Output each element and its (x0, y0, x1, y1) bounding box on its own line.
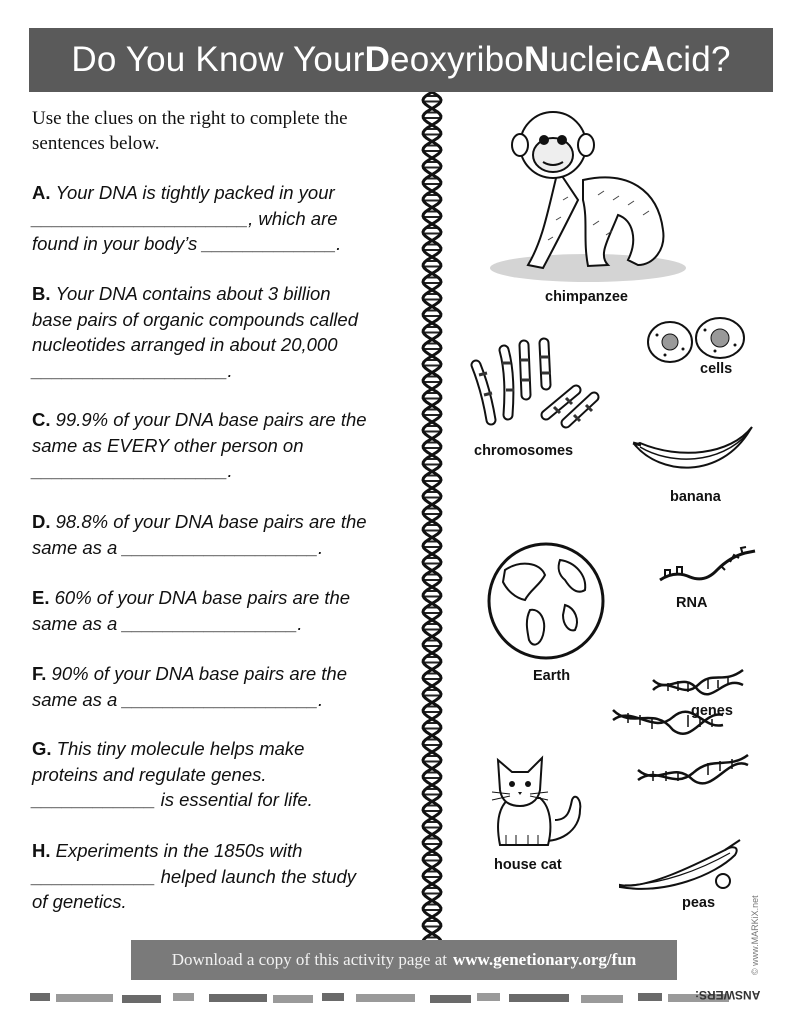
credit-text: © www.MARKiX.net (750, 895, 760, 975)
answer-block (638, 993, 662, 1001)
title-prefix: Do You Know Your (71, 40, 365, 79)
title-a-rest: cid? (665, 40, 731, 79)
title-n-rest: ucleic (549, 40, 641, 79)
question-line: same as EVERY other person on (32, 434, 304, 456)
title-a: A (640, 40, 666, 79)
clue-chromosomes: chromosomes (474, 443, 574, 459)
answer-block (209, 994, 267, 1002)
answer-block (56, 994, 113, 1002)
question-line: proteins and regulate genes. (32, 763, 267, 785)
question-e (32, 585, 404, 636)
question-line: same as a ___________________. (32, 688, 324, 710)
answer-block (122, 995, 161, 1003)
rna-illustration (655, 545, 760, 590)
question-line: ___________________. (32, 359, 233, 381)
download-text: Download a copy of this activity page at (171, 950, 447, 969)
chromosomes-illustration (466, 335, 601, 435)
question-letter: B. (32, 283, 51, 304)
answers-strip (30, 990, 770, 1004)
genes-illustration (608, 655, 758, 800)
clue-house-cat: house cat (494, 857, 562, 873)
question-a (32, 180, 404, 257)
question-line: same as a _________________. (32, 612, 303, 634)
question-letter: D. (32, 511, 51, 532)
download-banner (131, 940, 677, 980)
answers-label: ANSWERS: (695, 988, 761, 1002)
title-d: D (364, 40, 391, 79)
answer-block (581, 995, 623, 1003)
question-line: ____________ is essential for life. (32, 789, 313, 810)
question-letter: G. (32, 738, 52, 759)
question-d (32, 509, 404, 560)
question-b (32, 281, 404, 383)
chimpanzee-illustration (488, 100, 688, 285)
answer-block (477, 993, 500, 1001)
answer-block (509, 994, 569, 1002)
question-line: 60% of your DNA base pairs are the (54, 587, 351, 608)
clue-banana: banana (670, 489, 721, 505)
dna-helix-divider (418, 92, 446, 942)
clue-genes: genes (691, 703, 733, 719)
question-c (32, 407, 404, 484)
title-n: N (523, 40, 550, 79)
question-line: 99.9% of your DNA base pairs are the (55, 409, 367, 430)
question-letter: A. (32, 182, 51, 203)
clue-chimpanzee: chimpanzee (545, 289, 628, 305)
cells-illustration (645, 315, 750, 365)
question-line: base pairs of organic compounds called (32, 308, 358, 330)
question-line: 98.8% of your DNA base pairs are the (55, 511, 367, 532)
question-line: found in your body’s _____________. (32, 233, 342, 254)
clue-rna: RNA (676, 595, 708, 611)
answer-block (30, 993, 50, 1001)
question-line: of genetics. (32, 891, 127, 912)
question-line: Experiments in the 1850s with (55, 840, 303, 861)
question-line: Your DNA is tightly packed in your (55, 182, 335, 203)
question-f (32, 661, 404, 712)
answer-block (356, 994, 415, 1002)
title-d-rest: eoxyribo (390, 40, 524, 79)
answer-block (322, 993, 344, 1001)
question-h (32, 838, 404, 915)
banana-illustration (630, 425, 755, 485)
question-letter: F. (32, 663, 47, 684)
question-letter: C. (32, 409, 51, 430)
question-line: ___________________. (32, 460, 233, 481)
question-line: Your DNA contains about 3 billion (55, 283, 331, 304)
question-line: _____________________, which are (32, 207, 338, 229)
clue-cells: cells (700, 361, 733, 377)
answer-block (273, 995, 313, 1003)
question-line: same as a ___________________. (32, 536, 324, 558)
clue-earth: Earth (533, 668, 571, 684)
answer-block (430, 995, 471, 1003)
question-line: ____________ helped launch the study (32, 865, 357, 887)
question-g (32, 736, 404, 813)
question-line: nucleotides arranged in about 20,000 (32, 334, 338, 355)
instructions: Use the clues on the right to complete the sentences below. (32, 108, 348, 154)
download-url[interactable]: www.genetionary.org/fun (453, 950, 637, 969)
house-cat-illustration (480, 750, 590, 855)
question-letter: H. (32, 840, 51, 861)
answer-blocks (30, 993, 729, 1003)
question-letter: E. (32, 587, 50, 608)
clue-peas: peas (682, 895, 716, 911)
earth-illustration (485, 540, 607, 662)
question-line: 90% of your DNA base pairs are the (51, 663, 347, 684)
page-title (29, 28, 773, 92)
answer-block (173, 993, 194, 1001)
question-line: This tiny molecule helps make (56, 738, 305, 759)
peas-illustration (615, 835, 750, 895)
